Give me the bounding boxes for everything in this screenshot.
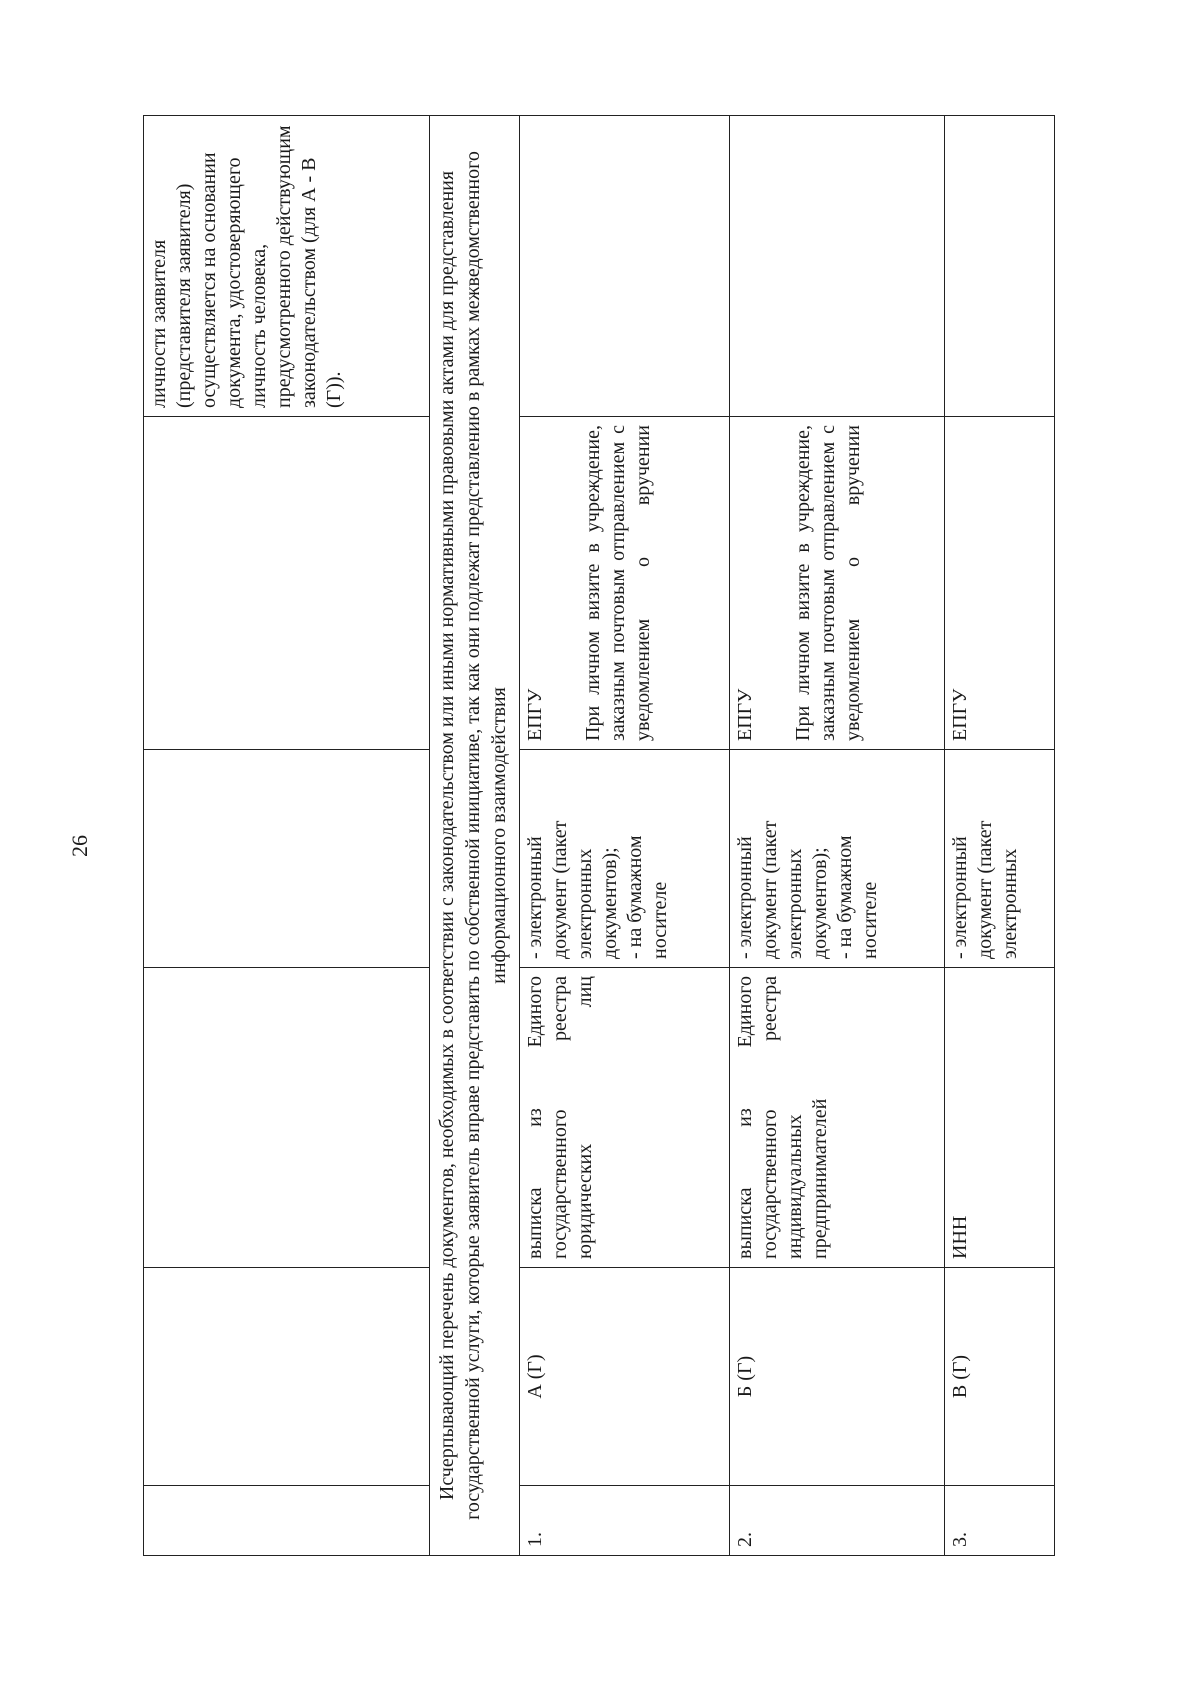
identity-note-cell: личности заявителя (представителя заявителя) осуществляется на основании документа, удостоверяющего личность человека, предусмотренного действующим законодательством (для А - В (Г)). (144, 116, 430, 417)
method-offline: При личном визите в учреждение, заказным почтовым отправлением с уведомлением о вручении (792, 425, 864, 741)
table-cell (730, 116, 945, 417)
document-form (520, 750, 730, 968)
form-line: - электронный документ (пакет электронных (949, 820, 1021, 959)
applicant-code: В (Г) (945, 1268, 1055, 1486)
row-number: 2. (730, 1486, 945, 1556)
row-number: 1. (520, 1486, 730, 1556)
documents-table (143, 115, 1055, 1556)
page-number: 26 (67, 835, 92, 857)
table-cell (144, 1268, 430, 1486)
form-line: - на бумажном носителе (834, 835, 881, 959)
document-name: ИНН (945, 968, 1055, 1268)
delivery-method (520, 417, 730, 750)
document-name: выписка из Единого государственного реестра индивидуальных предпринимателей (730, 968, 945, 1268)
applicant-code: А (Г) (520, 1268, 730, 1486)
row-number: 3. (945, 1486, 1055, 1556)
table-row (945, 116, 1055, 1556)
table-cell (144, 417, 430, 750)
method-online: ЕПГУ (949, 688, 971, 741)
table-cell (144, 750, 430, 968)
table-cell (144, 968, 430, 1268)
table-cell (520, 116, 730, 417)
table-row (520, 116, 730, 1556)
applicant-code: Б (Г) (730, 1268, 945, 1486)
section-heading: Исчерпывающий перечень документов, необходимых в соответствии с законодательством или иными нормативными правовыми актами для представления государственной услуги, которые заявитель вправе представить по собственной инициативе, так как они подлежат представлению в рамках межведомственного информационного взаимодействия (430, 116, 520, 1556)
table-row (730, 116, 945, 1556)
method-online: ЕПГУ (734, 688, 756, 741)
document-form (730, 750, 945, 968)
delivery-method (730, 417, 945, 750)
table-cell (144, 1486, 430, 1556)
form-line: - на бумажном носителе (624, 835, 671, 959)
document-form (945, 750, 1055, 968)
form-line: - электронный документ (пакет электронных документов); (734, 820, 831, 959)
table-cell (945, 116, 1055, 417)
delivery-method (945, 417, 1055, 750)
document-name: выписка из Единого государственного реестра юридических лиц (520, 968, 730, 1268)
section-heading-row (430, 116, 520, 1556)
table-row (144, 116, 430, 1556)
method-offline: При личном визите в учреждение, заказным почтовым отправлением с уведомлением о вручении (582, 425, 654, 741)
form-line: - электронный документ (пакет электронных документов); (524, 820, 621, 959)
method-online: ЕПГУ (524, 688, 546, 741)
rotated-table-container (143, 116, 1113, 1556)
